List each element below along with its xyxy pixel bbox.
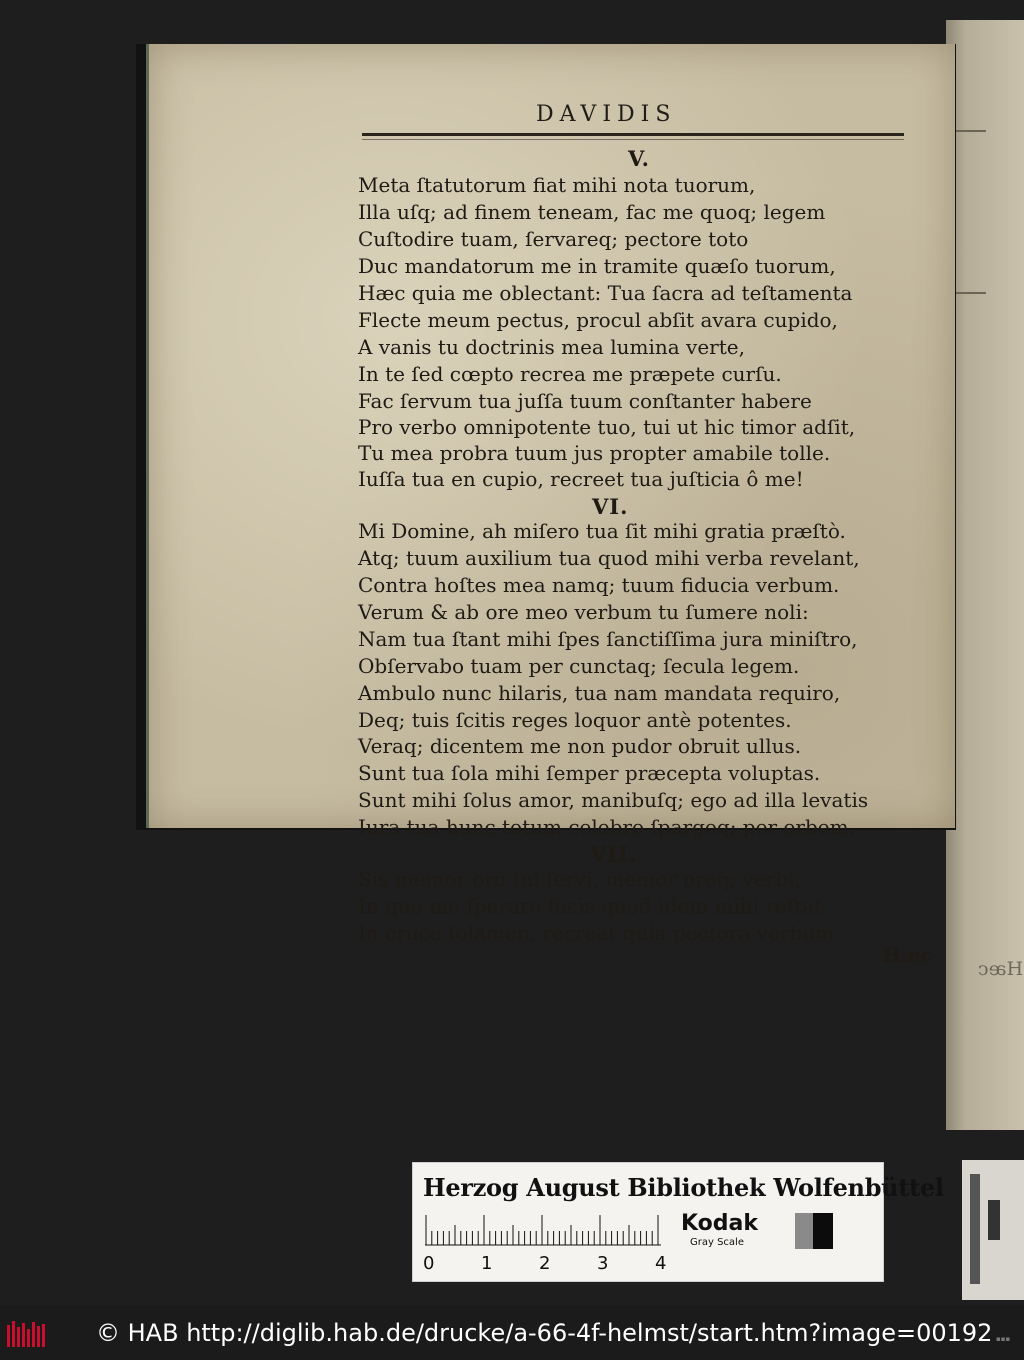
verse-line: Deq; tuis ſcitis reges loquor antè potentes. [358, 708, 792, 732]
section-numeral: VII. [590, 842, 638, 867]
verse-line: Flecte meum pectus, procul abſit avara cupido, [358, 308, 838, 332]
side-label-card [962, 1160, 1024, 1300]
ruler-number: 1 [481, 1253, 493, 1274]
measurement-ruler [425, 1215, 661, 1249]
ruler-number: 2 [539, 1253, 551, 1274]
black-swatch [813, 1213, 833, 1249]
catchword: Hæc [882, 943, 933, 967]
verse-line: In cruce ſolamen, recreat quia pectora verbum [358, 921, 835, 945]
section-numeral: VI. [592, 494, 629, 519]
verse-line: Cuſtodire tuam, ſervareq; pectore toto [358, 227, 749, 251]
verse-line: Pro verbo omnipotente tuo, tui ut hic timor adſit, [358, 415, 856, 439]
verse-line: Sis memor oro tui ſervi, memor oroq; verbi, [358, 867, 801, 891]
verse-line: Verum & ab ore meo verbum tu ſumere noli: [358, 600, 809, 624]
verse-line: Iuſſa tua en cupio, recreet tua juſticia ô me! [358, 467, 804, 491]
verse-line: Sunt mihi ſolus amor, manibuſq; ego ad illa levatis [358, 788, 869, 812]
side-label-block [988, 1200, 1000, 1240]
verse-line: Meta ſtatutorum fiat mihi nota tuorum, [358, 173, 756, 197]
ruler-number: 3 [597, 1253, 609, 1274]
header-rule-thin [362, 139, 904, 140]
footer-bar [0, 1305, 1024, 1360]
verse-line: Iura tua hunc totum celebro ſpargoq; per orbem. [358, 815, 855, 839]
verse-line: Ambulo nunc hilaris, tua nam mandata requiro, [358, 681, 841, 705]
color-target-card [412, 1162, 944, 1282]
library-name: Herzog August Bibliothek Wolfenbüttel [423, 1173, 944, 1202]
facing-page-bleed-text: Hæc [978, 958, 1024, 980]
copyright-url: © HAB http://diglib.hab.de/drucke/a-66-4f-helmst/start.htm?image=00192 [96, 1319, 993, 1347]
hab-logo-icon [6, 1319, 46, 1349]
header-rule [362, 133, 904, 136]
ruler-numbers [421, 1253, 681, 1277]
verse-line: Duc mandatorum me in tramite quæſo tuorum, [358, 254, 836, 278]
verse-line: Atq; tuum auxilium tua quod mihi verba revelant, [358, 546, 860, 570]
verse-line: Mi Domine, ah miſero tua ſit mihi gratia præſtò. [358, 519, 846, 543]
verse-line: In quo me ſperare facis quod idem mihi reſtat [358, 894, 823, 918]
verse-line: Obſervabo tuam per cunctaq; ſecula legem. [358, 654, 800, 678]
verse-line: Hæc quia me oblectant: Tua ſacra ad teſtamenta [358, 281, 853, 305]
ruler-number: 0 [423, 1253, 435, 1274]
ruler-number: 4 [655, 1253, 667, 1274]
side-label-bar [970, 1174, 980, 1284]
verse-line: Contra hoſtes mea namq; tuum fiducia verbum. [358, 573, 840, 597]
kodak-brand: Kodak [681, 1211, 758, 1236]
facing-page-edge [946, 20, 1024, 1130]
verse-line: Fac ſervum tua juſſa tuum conſtanter habere [358, 389, 812, 413]
verse-line: In te ſed cœpto recrea me præpete curſu. [358, 362, 782, 386]
verse-line: Veraq; dicentem me non pudor obruit ullus. [358, 734, 802, 758]
gray-scale-label: Gray Scale [690, 1237, 744, 1248]
verse-line: A vanis tu doctrinis mea lumina verte, [358, 335, 745, 359]
running-header: DAVIDIS [536, 102, 677, 127]
verse-line: Sunt tua ſola mihi ſemper præcepta voluptas. [358, 761, 821, 785]
footer-mark: ▪▪▪ [996, 1335, 1011, 1343]
gray-swatch [795, 1213, 813, 1249]
verse-line: Tu mea probra tuum jus propter amabile tolle. [358, 441, 831, 465]
verse-line: Nam tua ſtant mihi ſpes ſanctiſſima jura miniſtro, [358, 627, 858, 651]
verse-line: Illa uſq; ad finem teneam, fac me quoq; legem [358, 200, 826, 224]
section-numeral: V. [628, 146, 650, 171]
